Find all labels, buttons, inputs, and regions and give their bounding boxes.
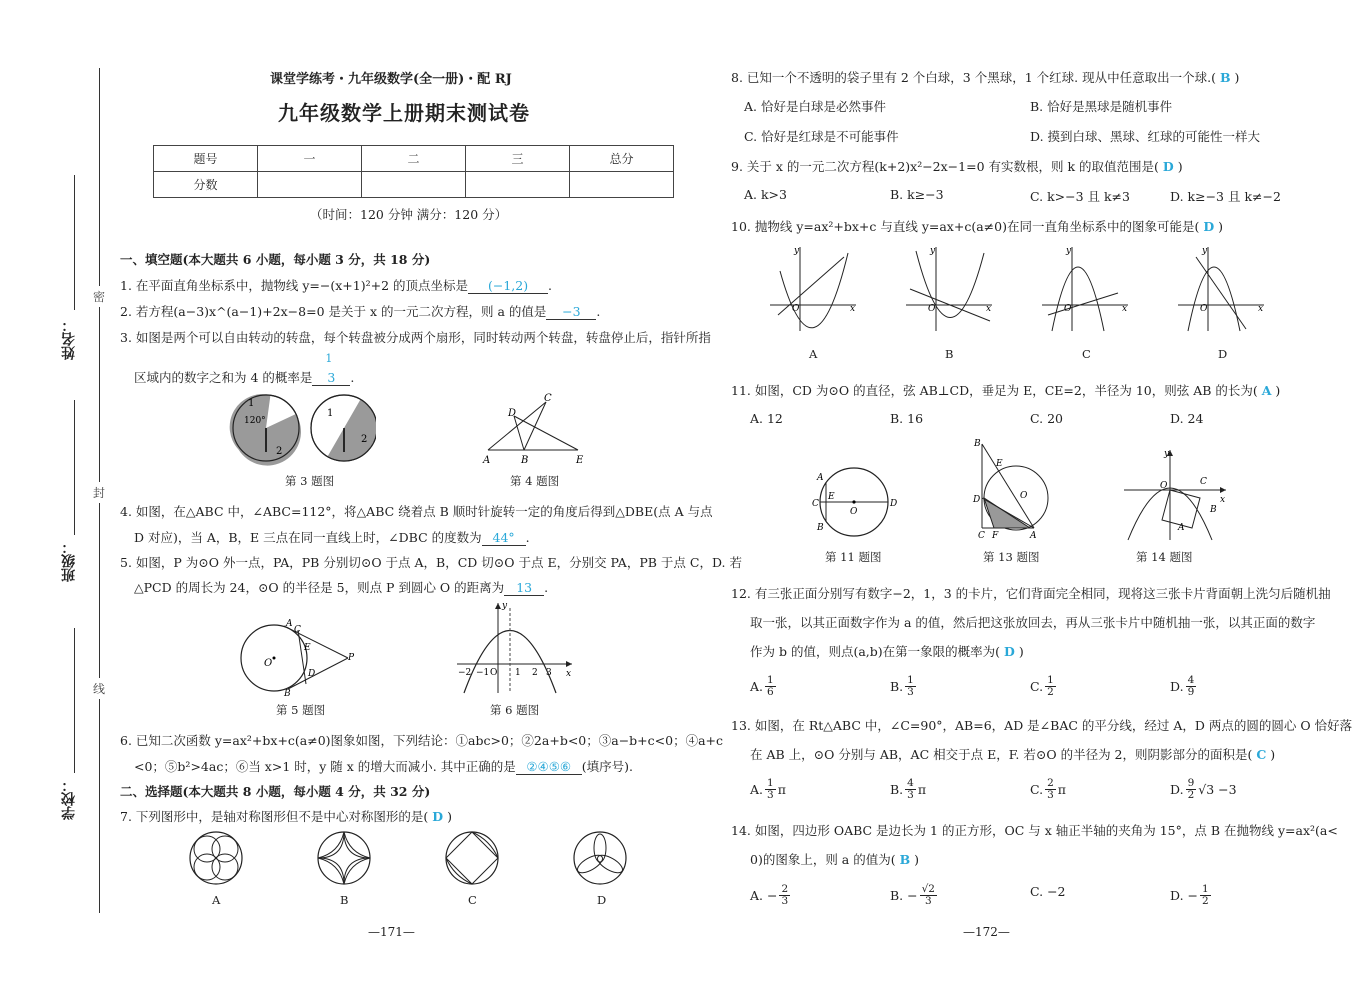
svg-text:3: 3: [546, 668, 552, 678]
class-field[interactable]: [74, 400, 75, 535]
svg-text:O: O: [850, 507, 858, 517]
question-text: 7. 下列图形中，是轴对称图形但不是中心对称图形的是(: [120, 809, 429, 824]
option: B. k≥−3: [890, 187, 944, 202]
answer: ②④⑤⑥: [526, 759, 572, 774]
fraction: 4 3: [907, 777, 914, 801]
svg-text:−1: −1: [476, 668, 490, 678]
option-label: D: [1218, 347, 1228, 361]
question-3: 3. 如图是两个可以自由转动的转盘，每个转盘被分成两个扇形，同时转动两个转盘，转盘停止后，指针所指: [120, 330, 711, 345]
option-label: B: [340, 893, 349, 907]
question-5-line2: △PCD 的周长为 24，⊙O 的半径是 5，则点 P 到圆心 O 的距离为 13 .: [134, 580, 549, 595]
svg-text:O: O: [928, 304, 936, 314]
table-cell: 二: [362, 146, 466, 172]
fraction: $\frac{2}{3}$: [781, 883, 789, 907]
option-label: C: [1082, 347, 1091, 361]
question-14: 14. 如图，四边形 OABC 是边长为 1 的正方形，OC 与 x 轴正半轴的夹角为 15°，点 B 在抛物线 y=ax²(a<: [731, 823, 1338, 838]
svg-text:O: O: [1020, 491, 1028, 501]
figure-7-options: [186, 828, 636, 888]
svg-text:2: 2: [532, 668, 538, 678]
question-12-line2: 取一张，以其正面数字作为 a 的值，然后把这张放回去，再从三张卡片中随机抽一张，以其正面的数字: [750, 615, 1316, 630]
svg-text:1: 1: [248, 398, 255, 409]
question-text: D 对应)，当 A，B，E 三点在同一直线上时，∠DBC 的度数为: [134, 530, 482, 545]
svg-text:−2: −2: [458, 668, 472, 678]
svg-text:x: x: [1122, 304, 1128, 314]
page-number-left: —171—: [368, 925, 415, 939]
question-12: 12. 有三张正面分别写有数字−2，1，3 的卡片，它们背面完全相同，现将这三张卡片背面朝上洗匀后随机抽: [731, 586, 1331, 601]
option: D. 9 2 √3 −3: [1170, 777, 1237, 801]
option: D. 24: [1170, 411, 1204, 426]
fraction: 1 3: [767, 777, 774, 801]
page-number-right: —172—: [963, 925, 1010, 939]
fraction: 1 6: [767, 674, 774, 698]
svg-text:D: D: [890, 499, 898, 509]
svg-text:y: y: [502, 601, 508, 611]
option-label: B: [945, 347, 954, 361]
answer: D: [432, 809, 444, 824]
svg-text:P: P: [348, 653, 355, 663]
seal-char-feng: 封: [93, 482, 105, 503]
table-cell: 总分: [570, 146, 674, 172]
question-6: 6. 已知二次函数 y=ax²+bx+c(a≠0)图象如图，下列结论：①abc>0；②2a+b<0；③a−b+c<0；④a+c: [120, 733, 723, 748]
time-note: （时间：120 分钟 满分：120 分）: [310, 207, 508, 222]
series-header: 课堂学练考・九年级数学(全一册)・配 RJ: [270, 72, 512, 87]
svg-text:O: O: [1064, 304, 1072, 314]
svg-text:C: C: [294, 625, 301, 635]
svg-text:O: O: [792, 304, 800, 314]
question-text: 8. 已知一个不透明的袋子里有 2 个白球，3 个黑球，1 个红球. 现从中任意取出一个球.(: [731, 70, 1216, 85]
option: B. 16: [890, 411, 924, 426]
answer: D: [1004, 644, 1015, 659]
answer: D: [1162, 159, 1174, 174]
svg-text:O: O: [1200, 304, 1208, 314]
figure-4-triangles: [478, 392, 598, 468]
caption-4: 第 4 题图: [510, 474, 560, 488]
svg-text:D: D: [973, 495, 981, 505]
answer-denominator: 3: [327, 370, 336, 385]
option-label: C: [468, 893, 477, 907]
svg-text:O: O: [264, 658, 273, 669]
question-4: 4. 如图，在△ABC 中，∠ABC=112°，将△ABC 绕着点 B 顺时针旋转一定的角度后得到△DBE(点 A 与点: [120, 504, 713, 519]
section-2-heading: 二、选择题(本大题共 8 小题，每小题 4 分，共 32 分): [120, 784, 431, 799]
svg-text:y: y: [930, 246, 936, 256]
svg-text:A: A: [286, 619, 293, 629]
option: A. 1 6: [750, 674, 774, 698]
fraction: 1 2: [1047, 674, 1054, 698]
question-14-line2: 0)的图象上，则 a 的值为( B ): [750, 852, 920, 867]
svg-text:x: x: [1220, 495, 1226, 505]
answer: 44°: [492, 530, 515, 545]
school-field[interactable]: [74, 628, 75, 773]
svg-text:120°: 120°: [244, 416, 266, 426]
svg-text:2: 2: [276, 446, 283, 457]
option: B. 恰好是黑球是随机事件: [1030, 99, 1173, 114]
svg-text:x: x: [986, 304, 992, 314]
caption-5: 第 5 题图: [276, 703, 326, 717]
svg-text:1: 1: [515, 668, 521, 678]
option: C. 20: [1030, 411, 1063, 426]
option: C. −2: [1030, 884, 1066, 899]
svg-text:C: C: [544, 393, 552, 404]
svg-text:y: y: [1202, 246, 1208, 256]
svg-text:E: E: [576, 455, 584, 466]
svg-text:2: 2: [361, 434, 368, 445]
option: B. 1 3: [890, 674, 914, 698]
svg-text:D: D: [308, 669, 316, 679]
option: A. k>3: [744, 187, 787, 202]
option: B. 4 3 π: [890, 777, 927, 801]
figure-3-spinners: [226, 392, 376, 468]
svg-text:x: x: [566, 669, 572, 679]
name-field[interactable]: [74, 175, 75, 310]
score-input[interactable]: [362, 172, 466, 198]
svg-text:D: D: [508, 408, 517, 419]
svg-text:y: y: [794, 246, 800, 256]
answer: A: [1261, 383, 1272, 398]
svg-text:A: A: [817, 473, 824, 483]
question-text: △PCD 的周长为 24，⊙O 的半径是 5，则点 P 到圆心 O 的距离为: [134, 580, 505, 595]
option: D. 摸到白球、黑球、红球的可能性一样大: [1030, 129, 1261, 144]
svg-text:y: y: [1066, 246, 1072, 256]
question-5: 5. 如图，P 为⊙O 外一点，PA，PB 分别切⊙O 于点 A，B，CD 切⊙O 于点 E，分别交 PA，PB 于点 C，D. 若: [120, 555, 742, 570]
table-cell: 三: [466, 146, 570, 172]
caption-14: 第 14 题图: [1136, 550, 1193, 564]
question-12-line3: 作为 b 的值，则点(a,b)在第一象限的概率为( D ): [750, 644, 1024, 659]
question-text: 0)的图象上，则 a 的值为(: [750, 852, 896, 867]
section-1-heading: 一、填空题(本大题共 6 小题，每小题 3 分，共 18 分): [120, 252, 431, 267]
svg-text:E: E: [828, 492, 835, 502]
seal-char-xian: 线: [93, 678, 105, 699]
option: B. − $\frac{√2}{3}$: [890, 883, 935, 907]
class-label: 班级：: [60, 540, 76, 582]
svg-text:O: O: [1160, 481, 1168, 491]
answer: D: [1203, 219, 1215, 234]
score-table: [153, 145, 674, 198]
question-text: 2. 若方程(a−3)x^(a−1)+2x−8=0 是关于 x 的一元二次方程，则 a 的值是: [120, 304, 547, 319]
figure-11-circle: [812, 462, 902, 538]
caption-3: 第 3 题图: [285, 474, 335, 488]
svg-text:E: E: [996, 459, 1003, 469]
answer-numerator: 1: [325, 352, 333, 365]
option: C. 恰好是红球是不可能事件: [744, 129, 899, 144]
question-13-line2: 在 AB 上，⊙O 分别与 AB，AC 相交于点 E，F. 若⊙O 的半径为 2，则阴影部分的面积是( C ): [750, 747, 1276, 762]
fraction: $\frac{1}{2}$: [1202, 883, 1209, 907]
option: C. 1 2: [1030, 674, 1054, 698]
answer: (−1,2): [487, 278, 529, 293]
svg-text:x: x: [1258, 304, 1264, 314]
answer: −3: [562, 304, 581, 319]
svg-text:B: B: [1210, 505, 1217, 515]
question-text: 1. 在平面直角坐标系中，抛物线 y=−(x+1)²+2 的顶点坐标是: [120, 278, 469, 293]
table-cell: 一: [258, 146, 362, 172]
svg-text:C: C: [812, 499, 819, 509]
seal-char-mi: 密: [93, 286, 105, 307]
svg-text:y: y: [1164, 449, 1170, 459]
fraction: 4 9: [1187, 674, 1195, 698]
question-text: 在 AB 上，⊙O 分别与 AB，AC 相交于点 E，F. 若⊙O 的半径为 2，则阴影部分的面积是(: [750, 747, 1253, 762]
figure-5-tangent-circle: [236, 612, 366, 700]
figure-10-graphs: [766, 243, 1276, 335]
option: D. k≥−3 且 k≠−2: [1170, 189, 1281, 204]
option-label: A: [212, 893, 221, 907]
fraction: $\frac{√2}{3}$: [921, 883, 935, 907]
figure-6-parabola: [452, 598, 577, 698]
svg-text:x: x: [850, 304, 856, 314]
question-9: 9. 关于 x 的一元二次方程(k+2)x²−2x−1=0 有实数根，则 k 的取值范围是( D ): [731, 159, 1183, 174]
answer: B: [899, 852, 911, 867]
svg-text:1: 1: [327, 408, 334, 419]
answer: B: [1219, 70, 1231, 85]
question-6-line2: <0；⑤b²>4ac；⑥当 x>1 时，y 随 x 的增大而减小. 其中正确的是 ②④⑤⑥ (填序号).: [134, 759, 633, 774]
option: D. − $\frac{1}{2}$: [1170, 883, 1209, 907]
question-3-line2: 区域内的数字之和为 4 的概率是 1 3 .: [134, 352, 355, 385]
score-input[interactable]: [466, 172, 570, 198]
caption-6: 第 6 题图: [490, 703, 540, 717]
question-4-line2: D 对应)，当 A，B，E 三点在同一直线上时，∠DBC 的度数为 44° .: [134, 530, 530, 545]
name-label: 姓名：: [60, 318, 76, 360]
question-text: 10. 抛物线 y=ax²+bx+c 与直线 y=ax+c(a≠0)在同一直角坐标系中的图象可能是(: [731, 219, 1200, 234]
question-text: <0；⑤b²>4ac；⑥当 x>1 时，y 随 x 的增大而减小. 其中正确的是: [134, 759, 516, 774]
svg-text:A: A: [483, 455, 491, 466]
svg-text:B: B: [521, 455, 529, 466]
question-7: 7. 下列图形中，是轴对称图形但不是中心对称图形的是( D ): [120, 809, 452, 824]
option: C. 2 3 π: [1030, 777, 1066, 801]
page-title: 九年级数学上册期末测试卷: [278, 101, 530, 125]
svg-text:B: B: [284, 689, 291, 699]
option: C. k>−3 且 k≠3: [1030, 189, 1130, 204]
svg-text:C: C: [978, 531, 985, 540]
score-input[interactable]: [570, 172, 674, 198]
table-cell: 题号: [154, 146, 258, 172]
question-13: 13. 如图，在 Rt△ABC 中，∠C=90°，AB=6，AD 是∠BAC 的平分线，经过 A，D 两点的圆的圆心 O 恰好落: [731, 718, 1353, 733]
school-label: 学校：: [60, 778, 76, 820]
option: A. 1 3 π: [750, 777, 786, 801]
fraction: 1 3: [907, 674, 914, 698]
answer: C: [1256, 747, 1267, 762]
question-text: 9. 关于 x 的一元二次方程(k+2)x²−2x−1=0 有实数根，则 k 的取值范围是(: [731, 159, 1159, 174]
question-text: 区域内的数字之和为 4 的概率是: [134, 370, 313, 385]
svg-text:A: A: [1178, 523, 1185, 533]
svg-text:C: C: [1200, 477, 1207, 487]
question-text: 11. 如图，CD 为⊙O 的直径，弦 AB⊥CD，垂足为 E，CE=2，半径为 10，则弦 AB 的长为(: [731, 383, 1258, 398]
question-text: 作为 b 的值，则点(a,b)在第一象限的概率为(: [750, 644, 1001, 659]
question-2: 2. 若方程(a−3)x^(a−1)+2x−8=0 是关于 x 的一元二次方程，则 a 的值是 −3 .: [120, 304, 601, 319]
option: A. − $\frac{2}{3}$: [750, 883, 789, 907]
caption-13: 第 13 题图: [983, 550, 1040, 564]
svg-text:E: E: [304, 643, 311, 653]
answer: 13: [516, 580, 533, 595]
table-cell: 分数: [154, 172, 258, 198]
question-1: 1. 在平面直角坐标系中，抛物线 y=−(x+1)²+2 的顶点坐标是 (−1,2) .: [120, 278, 553, 293]
caption-11: 第 11 题图: [825, 550, 882, 564]
option: A. 12: [750, 411, 783, 426]
question-8: 8. 已知一个不透明的袋子里有 2 个白球，3 个黑球，1 个红球. 现从中任意取出一个球.( B ): [731, 70, 1240, 85]
option-label: A: [809, 347, 818, 361]
question-10: 10. 抛物线 y=ax²+bx+c 与直线 y=ax+c(a≠0)在同一直角坐标系中的图象可能是( D ): [731, 219, 1224, 234]
option-label: D: [597, 893, 607, 907]
figure-13-triangle-circle: [968, 436, 1058, 540]
option: D. 4 9: [1170, 674, 1195, 698]
fraction: 9 2: [1187, 777, 1195, 801]
svg-text:O: O: [490, 668, 498, 678]
figure-14-square-parabola: [1120, 446, 1230, 542]
question-11: 11. 如图，CD 为⊙O 的直径，弦 AB⊥CD，垂足为 E，CE=2，半径为 10，则弦 AB 的长为( A ): [731, 383, 1281, 398]
svg-text:B: B: [817, 523, 824, 533]
fraction: 2 3: [1047, 777, 1054, 801]
score-input[interactable]: [258, 172, 362, 198]
svg-text:B: B: [974, 439, 981, 449]
option: A. 恰好是白球是必然事件: [744, 99, 886, 114]
svg-text:A: A: [1030, 531, 1037, 540]
svg-text:F: F: [992, 531, 999, 540]
